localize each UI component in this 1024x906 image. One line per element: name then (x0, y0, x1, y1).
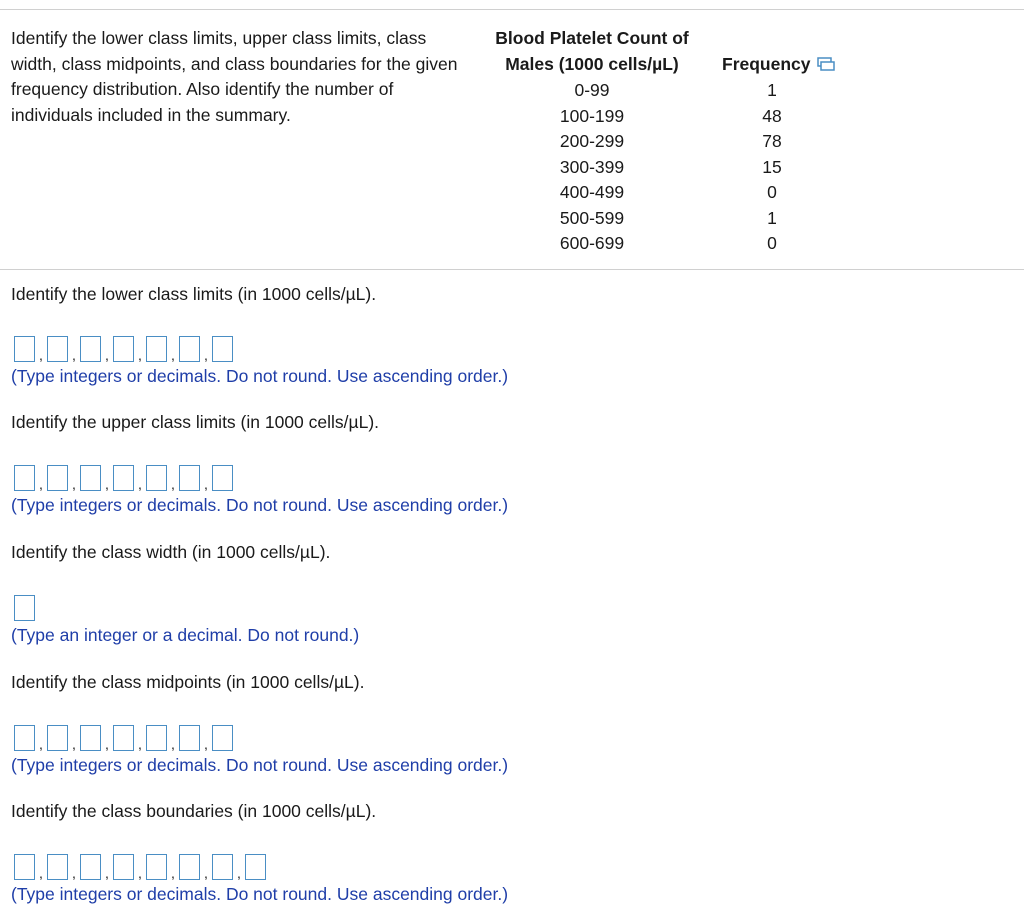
frequency-cell: 78 (762, 131, 782, 151)
midpoint-input[interactable] (113, 725, 134, 751)
lower-limits-prompt: Identify the lower class limits (in 1000 cells/µL). (11, 284, 377, 304)
midpoint-input[interactable] (212, 725, 233, 751)
class-cell: 300-399 (559, 156, 625, 177)
table-row (466, 180, 866, 206)
class-cell: 400-499 (559, 182, 625, 202)
class-width-input[interactable] (14, 595, 35, 621)
table-row (466, 78, 866, 104)
boundary-input[interactable] (146, 854, 167, 880)
lower-limit-input[interactable] (212, 336, 233, 362)
midpoints-hint: (Type integers or decimals. Do not round. Use ascending order.) (11, 755, 509, 775)
frequency-cell: 0 (767, 182, 777, 202)
top-divider (0, 9, 1024, 10)
comma-separator: , (105, 865, 109, 881)
comma-separator: , (237, 865, 241, 881)
upper-limits-prompt: Identify the upper class limits (in 1000 cells/µL). (11, 412, 380, 432)
lower-limit-input[interactable] (14, 336, 35, 362)
boundary-input[interactable] (245, 854, 266, 880)
boundary-input[interactable] (113, 854, 134, 880)
problem-intro: Identify the lower class limits, upper class limits, class width, class midpoints, and class boundaries for the given frequency distribution. Also identify the number of individuals included in the summary. (11, 28, 458, 125)
frequency-column-header (722, 52, 835, 78)
boundary-input[interactable] (80, 854, 101, 880)
class-header-line1: Blood Platelet Count of (495, 28, 689, 48)
comma-separator: , (171, 347, 175, 363)
comma-separator: , (204, 736, 208, 752)
comma-separator: , (171, 736, 175, 752)
comma-separator: , (72, 865, 76, 881)
lower-limit-input[interactable] (179, 336, 200, 362)
boundary-input[interactable] (47, 854, 68, 880)
lower-limit-input[interactable] (146, 336, 167, 362)
upper-limit-input[interactable] (80, 465, 101, 491)
boundaries-prompt: Identify the class boundaries (in 1000 cells/µL). (11, 801, 377, 821)
comma-separator: , (72, 347, 76, 363)
boundaries-hint: (Type integers or decimals. Do not round. Use ascending order.) (11, 884, 509, 904)
lower-limit-input[interactable] (47, 336, 68, 362)
frequency-cell: 1 (767, 80, 777, 100)
frequency-header-label: Frequency (722, 54, 811, 74)
upper-limits-answer-group (14, 465, 233, 491)
upper-limit-input[interactable] (14, 465, 35, 491)
comma-separator: , (171, 865, 175, 881)
table-row (466, 231, 866, 257)
midpoint-input[interactable] (47, 725, 68, 751)
class-cell: 100-199 (559, 105, 625, 126)
comma-separator: , (72, 736, 76, 752)
comma-separator: , (39, 865, 43, 881)
class-header-line2: Males (1000 cells/µL) (505, 53, 679, 74)
frequency-cell: 15 (762, 156, 782, 177)
upper-limit-input[interactable] (113, 465, 134, 491)
comma-separator: , (204, 865, 208, 881)
comma-separator: , (171, 476, 175, 492)
boundary-input[interactable] (212, 854, 233, 880)
table-row (466, 129, 866, 155)
comma-separator: , (138, 736, 142, 752)
popout-icon[interactable] (817, 53, 835, 67)
midpoint-input[interactable] (80, 725, 101, 751)
table-body (466, 78, 866, 257)
lower-limits-answer-group (14, 336, 233, 362)
comma-separator: , (204, 476, 208, 492)
table-row (466, 104, 866, 130)
midpoint-input[interactable] (14, 725, 35, 751)
midpoint-input[interactable] (146, 725, 167, 751)
midpoints-prompt: Identify the class midpoints (in 1000 cells/µL). (11, 672, 365, 692)
section-divider (0, 269, 1024, 270)
boundary-input[interactable] (14, 854, 35, 880)
class-width-hint: (Type an integer or a decimal. Do not round.) (11, 625, 360, 645)
table-row (466, 206, 866, 232)
class-cell: 0-99 (574, 80, 610, 100)
comma-separator: , (72, 476, 76, 492)
frequency-cell: 1 (767, 207, 777, 228)
comma-separator: , (138, 347, 142, 363)
upper-limit-input[interactable] (146, 465, 167, 491)
midpoint-input[interactable] (179, 725, 200, 751)
class-cell: 200-299 (559, 131, 625, 151)
lower-limits-hint: (Type integers or decimals. Do not round. Use ascending order.) (11, 366, 509, 386)
upper-limit-input[interactable] (212, 465, 233, 491)
comma-separator: , (204, 347, 208, 363)
comma-separator: , (39, 476, 43, 492)
comma-separator: , (105, 476, 109, 492)
class-cell: 500-599 (559, 207, 625, 228)
frequency-cell: 0 (767, 233, 777, 253)
frequency-cell: 48 (762, 105, 782, 126)
class-cell: 600-699 (559, 233, 625, 253)
midpoints-answer-group (14, 725, 233, 751)
comma-separator: , (138, 865, 142, 881)
lower-limit-input[interactable] (113, 336, 134, 362)
comma-separator: , (39, 347, 43, 363)
upper-limits-hint: (Type integers or decimals. Do not round. Use ascending order.) (11, 495, 509, 515)
upper-limit-input[interactable] (179, 465, 200, 491)
comma-separator: , (138, 476, 142, 492)
comma-separator: , (39, 736, 43, 752)
lower-limit-input[interactable] (80, 336, 101, 362)
boundaries-answer-group (14, 854, 266, 880)
upper-limit-input[interactable] (47, 465, 68, 491)
class-column-header (466, 26, 718, 77)
boundary-input[interactable] (179, 854, 200, 880)
table-row (466, 155, 866, 181)
class-width-answer-group (14, 595, 35, 621)
comma-separator: , (105, 347, 109, 363)
comma-separator: , (105, 736, 109, 752)
class-width-prompt: Identify the class width (in 1000 cells/µL). (11, 542, 331, 562)
